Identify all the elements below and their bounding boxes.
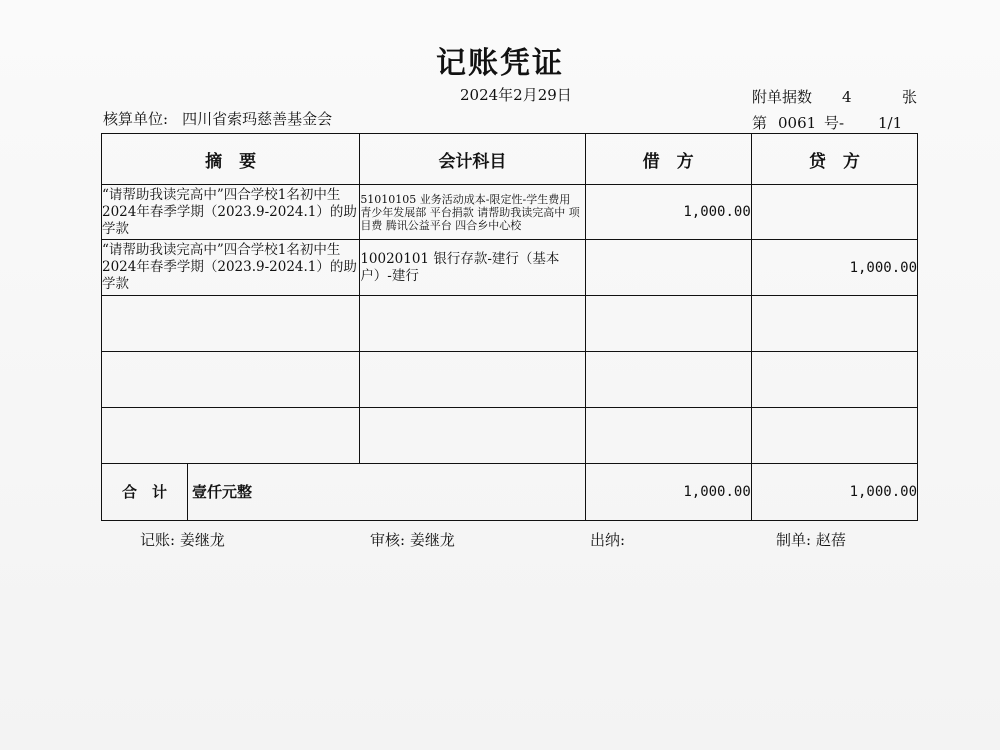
row-debit: 1,000.00: [585, 185, 751, 240]
voucher-date: 2024年2月29日: [460, 86, 572, 104]
attachment-count: [752, 86, 917, 107]
preparer-label: 制单:: [776, 531, 812, 549]
voucher-suffix: 号-: [824, 114, 845, 132]
voucher-no: 0061: [778, 114, 817, 132]
table-row: [102, 240, 918, 296]
empty-cell: [585, 296, 751, 352]
empty-cell: [585, 352, 751, 408]
bookkeeper-label: 记账:: [140, 531, 176, 549]
voucher-number: [752, 112, 922, 133]
row-subject: 10020101 银行存款-建行（基本户）-建行: [360, 240, 585, 296]
total-debit: 1,000.00: [585, 464, 751, 521]
preparer: [776, 529, 846, 550]
total-row: [102, 464, 918, 521]
voucher-prefix: 第: [752, 114, 768, 132]
empty-cell: [751, 352, 917, 408]
voucher-page: 1/1: [878, 114, 903, 132]
total-cell: [102, 464, 586, 521]
row-summary: “请帮助我读完高中”四合学校1名初中生2024年春季学期（2023.9-2024.1）的助学款: [102, 240, 360, 296]
attach-number: 4: [842, 88, 852, 106]
reviewer: [370, 529, 455, 550]
preparer-name: 赵蓓: [815, 531, 846, 549]
empty-cell: [102, 296, 360, 352]
total-label: 合 计: [102, 464, 188, 520]
row-credit: 1,000.00: [751, 240, 917, 296]
header-debit: 借 方: [585, 134, 751, 185]
empty-row: [102, 408, 918, 464]
voucher-table: [101, 133, 918, 521]
cashier: [590, 529, 625, 550]
row-summary: “请帮助我读完高中”四合学校1名初中生2024年春季学期（2023.9-2024.1）的助学款: [102, 185, 360, 240]
empty-cell: [360, 408, 585, 464]
accounting-unit: [103, 108, 332, 129]
empty-cell: [360, 296, 585, 352]
table-row: [102, 185, 918, 240]
cashier-label: 出纳:: [590, 531, 626, 549]
empty-row: [102, 296, 918, 352]
reviewer-name: 姜继龙: [409, 531, 455, 549]
total-credit: 1,000.00: [751, 464, 917, 521]
header-row: [102, 134, 918, 185]
voucher-title: 记账凭证: [436, 46, 564, 81]
total-in-words: 壹仟元整: [192, 483, 253, 501]
unit-label: 核算单位:: [103, 110, 169, 128]
header-summary: 摘 要: [102, 134, 360, 185]
row-debit: [585, 240, 751, 296]
reviewer-label: 审核:: [370, 531, 406, 549]
row-subject: 51010105 业务活动成本-限定性-学生费用 青少年发展部 平台捐款 请帮助我读完高中 项目费 腾讯公益平台 四合乡中心校: [360, 185, 585, 240]
empty-cell: [585, 408, 751, 464]
attach-unit: 张: [902, 88, 918, 106]
empty-cell: [751, 408, 917, 464]
header-subject: 会计科目: [360, 134, 585, 185]
bookkeeper: [140, 529, 225, 550]
attach-label: 附单据数: [752, 88, 813, 106]
header-credit: 贷 方: [751, 134, 917, 185]
empty-cell: [102, 408, 360, 464]
empty-row: [102, 352, 918, 408]
bookkeeper-name: 姜继龙: [179, 531, 225, 549]
empty-cell: [751, 296, 917, 352]
empty-cell: [360, 352, 585, 408]
empty-cell: [102, 352, 360, 408]
unit-name: 四川省索玛慈善基金会: [182, 110, 333, 128]
row-credit: [751, 185, 917, 240]
